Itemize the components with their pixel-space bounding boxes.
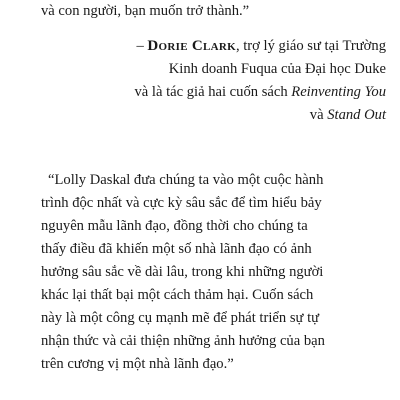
author-name: DORIE CLARK xyxy=(147,38,236,54)
author-title: , trợ lý giáo sư tại Trường xyxy=(235,38,386,54)
attribution-line-1 xyxy=(136,39,386,54)
attribution-line-2: Kinh doanh Fuqua của Đại học Duke xyxy=(168,61,386,77)
attribution-dash: – xyxy=(136,38,148,54)
book-title-reinventing-you: Reinventing You xyxy=(291,84,386,100)
quote-line: này là một công cụ mạnh mẽ để phát triển sự tự xyxy=(41,310,320,326)
quote-line: trình độc nhất và cực kỳ sâu sắc để tìm hiểu bảy xyxy=(41,195,322,211)
quote-line: nguyên mẫu lãnh đạo, đồng thời cho chúng ta xyxy=(41,218,308,234)
quote-line: “Lolly Daskal đưa chúng ta vào một cuộc hành xyxy=(48,172,324,188)
quote-line: hưởng sâu sắc về dài lâu, trong khi những người xyxy=(41,264,324,280)
quote-line: thấy điều đã khiến một số nhà lãnh đạo có ảnh xyxy=(41,241,312,257)
attribution-line-3: và là tác giả hai cuốn sách Reinventing You xyxy=(134,84,386,100)
book-title-stand-out: Stand Out xyxy=(327,107,386,123)
quote-line: khác lại thất bại một cách thảm hại. Cuốn sách xyxy=(41,287,314,303)
quote-line: nhận thức và cải thiện những ảnh hưởng của bạn xyxy=(41,333,325,349)
quote-line: trên cương vị một nhà lãnh đạo.” xyxy=(41,356,234,372)
attribution-line-4: và Stand Out xyxy=(309,107,386,123)
quote-tail: và con người, bạn muốn trở thành.” xyxy=(41,3,250,19)
